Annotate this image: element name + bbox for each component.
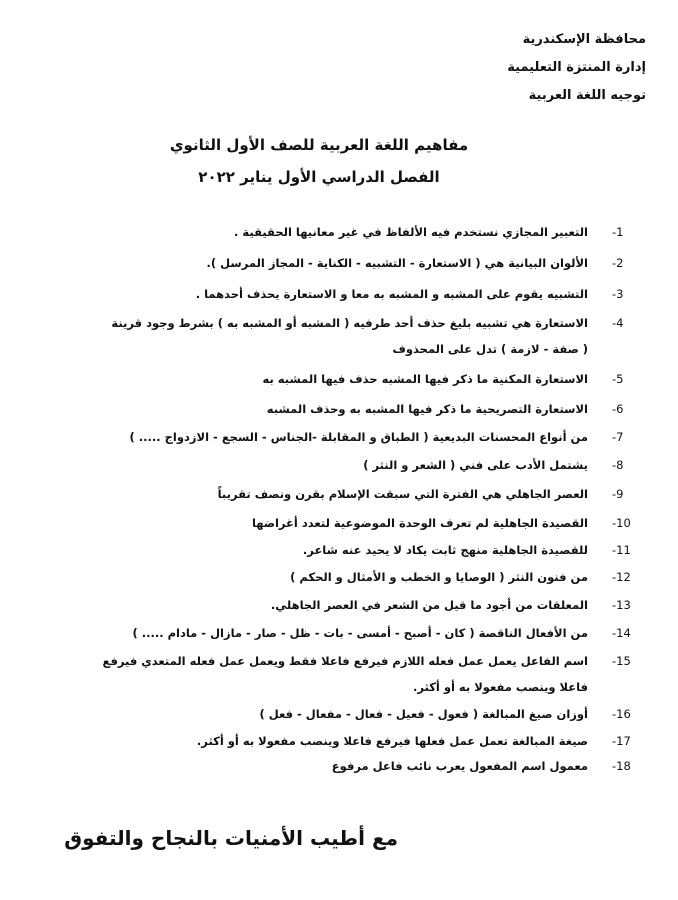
list-item: [38, 310, 638, 362]
item-text: القصيدة الجاهلية لم تعرف الوحدة الموضوعية لتعدد أغراضها: [251, 516, 588, 530]
item-text: الاستعارة التصريحية ما ذكر فيها المشبه به وحذف المشبه: [266, 402, 588, 416]
item-number: -9: [612, 487, 624, 501]
list-item: [38, 728, 638, 754]
list-item: [38, 537, 638, 563]
header-governorate: محافظة الإسكندرية: [522, 32, 646, 47]
list-item: [38, 510, 638, 536]
list-item: [38, 701, 638, 727]
item-number: -3: [612, 287, 624, 301]
document-subtitle: الفصل الدراسي الأول يناير ٢٠٢٢: [198, 168, 440, 186]
list-item: [38, 452, 638, 478]
item-text-continued: ( صفة - لازمة ) تدل على المحذوف: [392, 342, 588, 356]
item-text: الاستعارة هي تشبيه بليغ حذف أحد طرفيه ( المشبه أو المشبه به ) بشرط وجود قرينة: [111, 316, 588, 330]
item-number: -14: [612, 626, 631, 640]
item-text: يشتمل الأدب على فني ( الشعر و النثر ): [363, 458, 588, 472]
list-item: [38, 219, 638, 245]
item-text: من فنون النثر ( الوصايا و الخطب و الأمثال و الحكم ): [290, 570, 588, 584]
item-number: -2: [612, 256, 624, 270]
item-number: -10: [612, 516, 631, 530]
item-text: اسم الفاعل يعمل عمل فعله اللازم فيرفع فاعلا فقط ويعمل عمل فعله المتعدي فيرفع: [102, 654, 588, 668]
item-number: -1: [612, 225, 624, 239]
item-text: الاستعارة المكنية ما ذكر فيها المشبه حذف فيها المشبه به: [262, 372, 588, 386]
list-item: [38, 424, 638, 450]
list-item: [38, 592, 638, 618]
item-number: -8: [612, 458, 624, 472]
item-text: التعبير المجازي نستخدم فيه الألفاظ في غير معانيها الحقيقية .: [234, 225, 588, 239]
item-number: -17: [612, 734, 631, 748]
header-department: توجيه اللغة العربية: [528, 88, 646, 103]
list-item: [38, 564, 638, 590]
item-text: من الأفعال الناقصة ( كان - أصبح - أمسى - بات - ظل - صار - مازال - مادام ..... ): [132, 626, 588, 640]
list-item: [38, 620, 638, 646]
item-number: -12: [612, 570, 631, 584]
item-text: العصر الجاهلي هي الفترة التي سبقت الإسلام بقرن ونصف تقريباً: [217, 487, 588, 501]
list-item: [38, 753, 638, 779]
item-text: التشبيه يقوم على المشبه و المشبه به معا و الاستعارة يحذف أحدهما .: [195, 287, 588, 301]
closing-wishes: مع أطيب الأمنيات بالنجاح والتفوق: [64, 826, 398, 850]
list-item: [38, 281, 638, 307]
item-number: -4: [612, 316, 624, 330]
item-number: -6: [612, 402, 624, 416]
item-number: -7: [612, 430, 624, 444]
list-item: [38, 481, 638, 507]
item-text: صيغة المبالغة تعمل عمل فعلها فيرفع فاعلا وينصب مفعولا به أو أكثر.: [196, 734, 588, 748]
list-item: [38, 250, 638, 276]
item-number: -5: [612, 372, 624, 386]
item-number: -13: [612, 598, 631, 612]
item-text: المعلقات من أجود ما قيل من الشعر في العصر الجاهلي.: [270, 598, 588, 612]
item-number: -15: [612, 654, 631, 668]
list-item: [38, 396, 638, 422]
item-text: من أنواع المحسنات البديعية ( الطباق و المقابلة -الجناس - السجع - الازدواج ..... ): [129, 430, 588, 444]
item-text: للقصيدة الجاهلية منهج ثابت يكاد لا يحيد عنه شاعر.: [302, 543, 588, 557]
list-item: [38, 366, 638, 392]
document-title: مفاهيم اللغة العربية للصف الأول الثانوي: [169, 136, 469, 154]
item-text: معمول اسم المفعول يعرب نائب فاعل مرفوع: [331, 759, 588, 773]
item-text: الألوان البيانية هي ( الاستعارة - التشبيه - الكناية - المجاز المرسل ).: [206, 256, 588, 270]
item-number: -16: [612, 707, 631, 721]
item-text: أوزان صيغ المبالغة ( فعول - فعيل - فعال - مفعال - فعل ): [259, 707, 588, 721]
item-number: -11: [612, 543, 631, 557]
item-text-continued: فاعلا وينصب مفعولا به أو أكثر.: [412, 680, 588, 694]
item-number: -18: [612, 759, 631, 773]
list-item: [38, 648, 638, 700]
header-administration: إدارة المنتزة التعليمية: [507, 60, 646, 75]
